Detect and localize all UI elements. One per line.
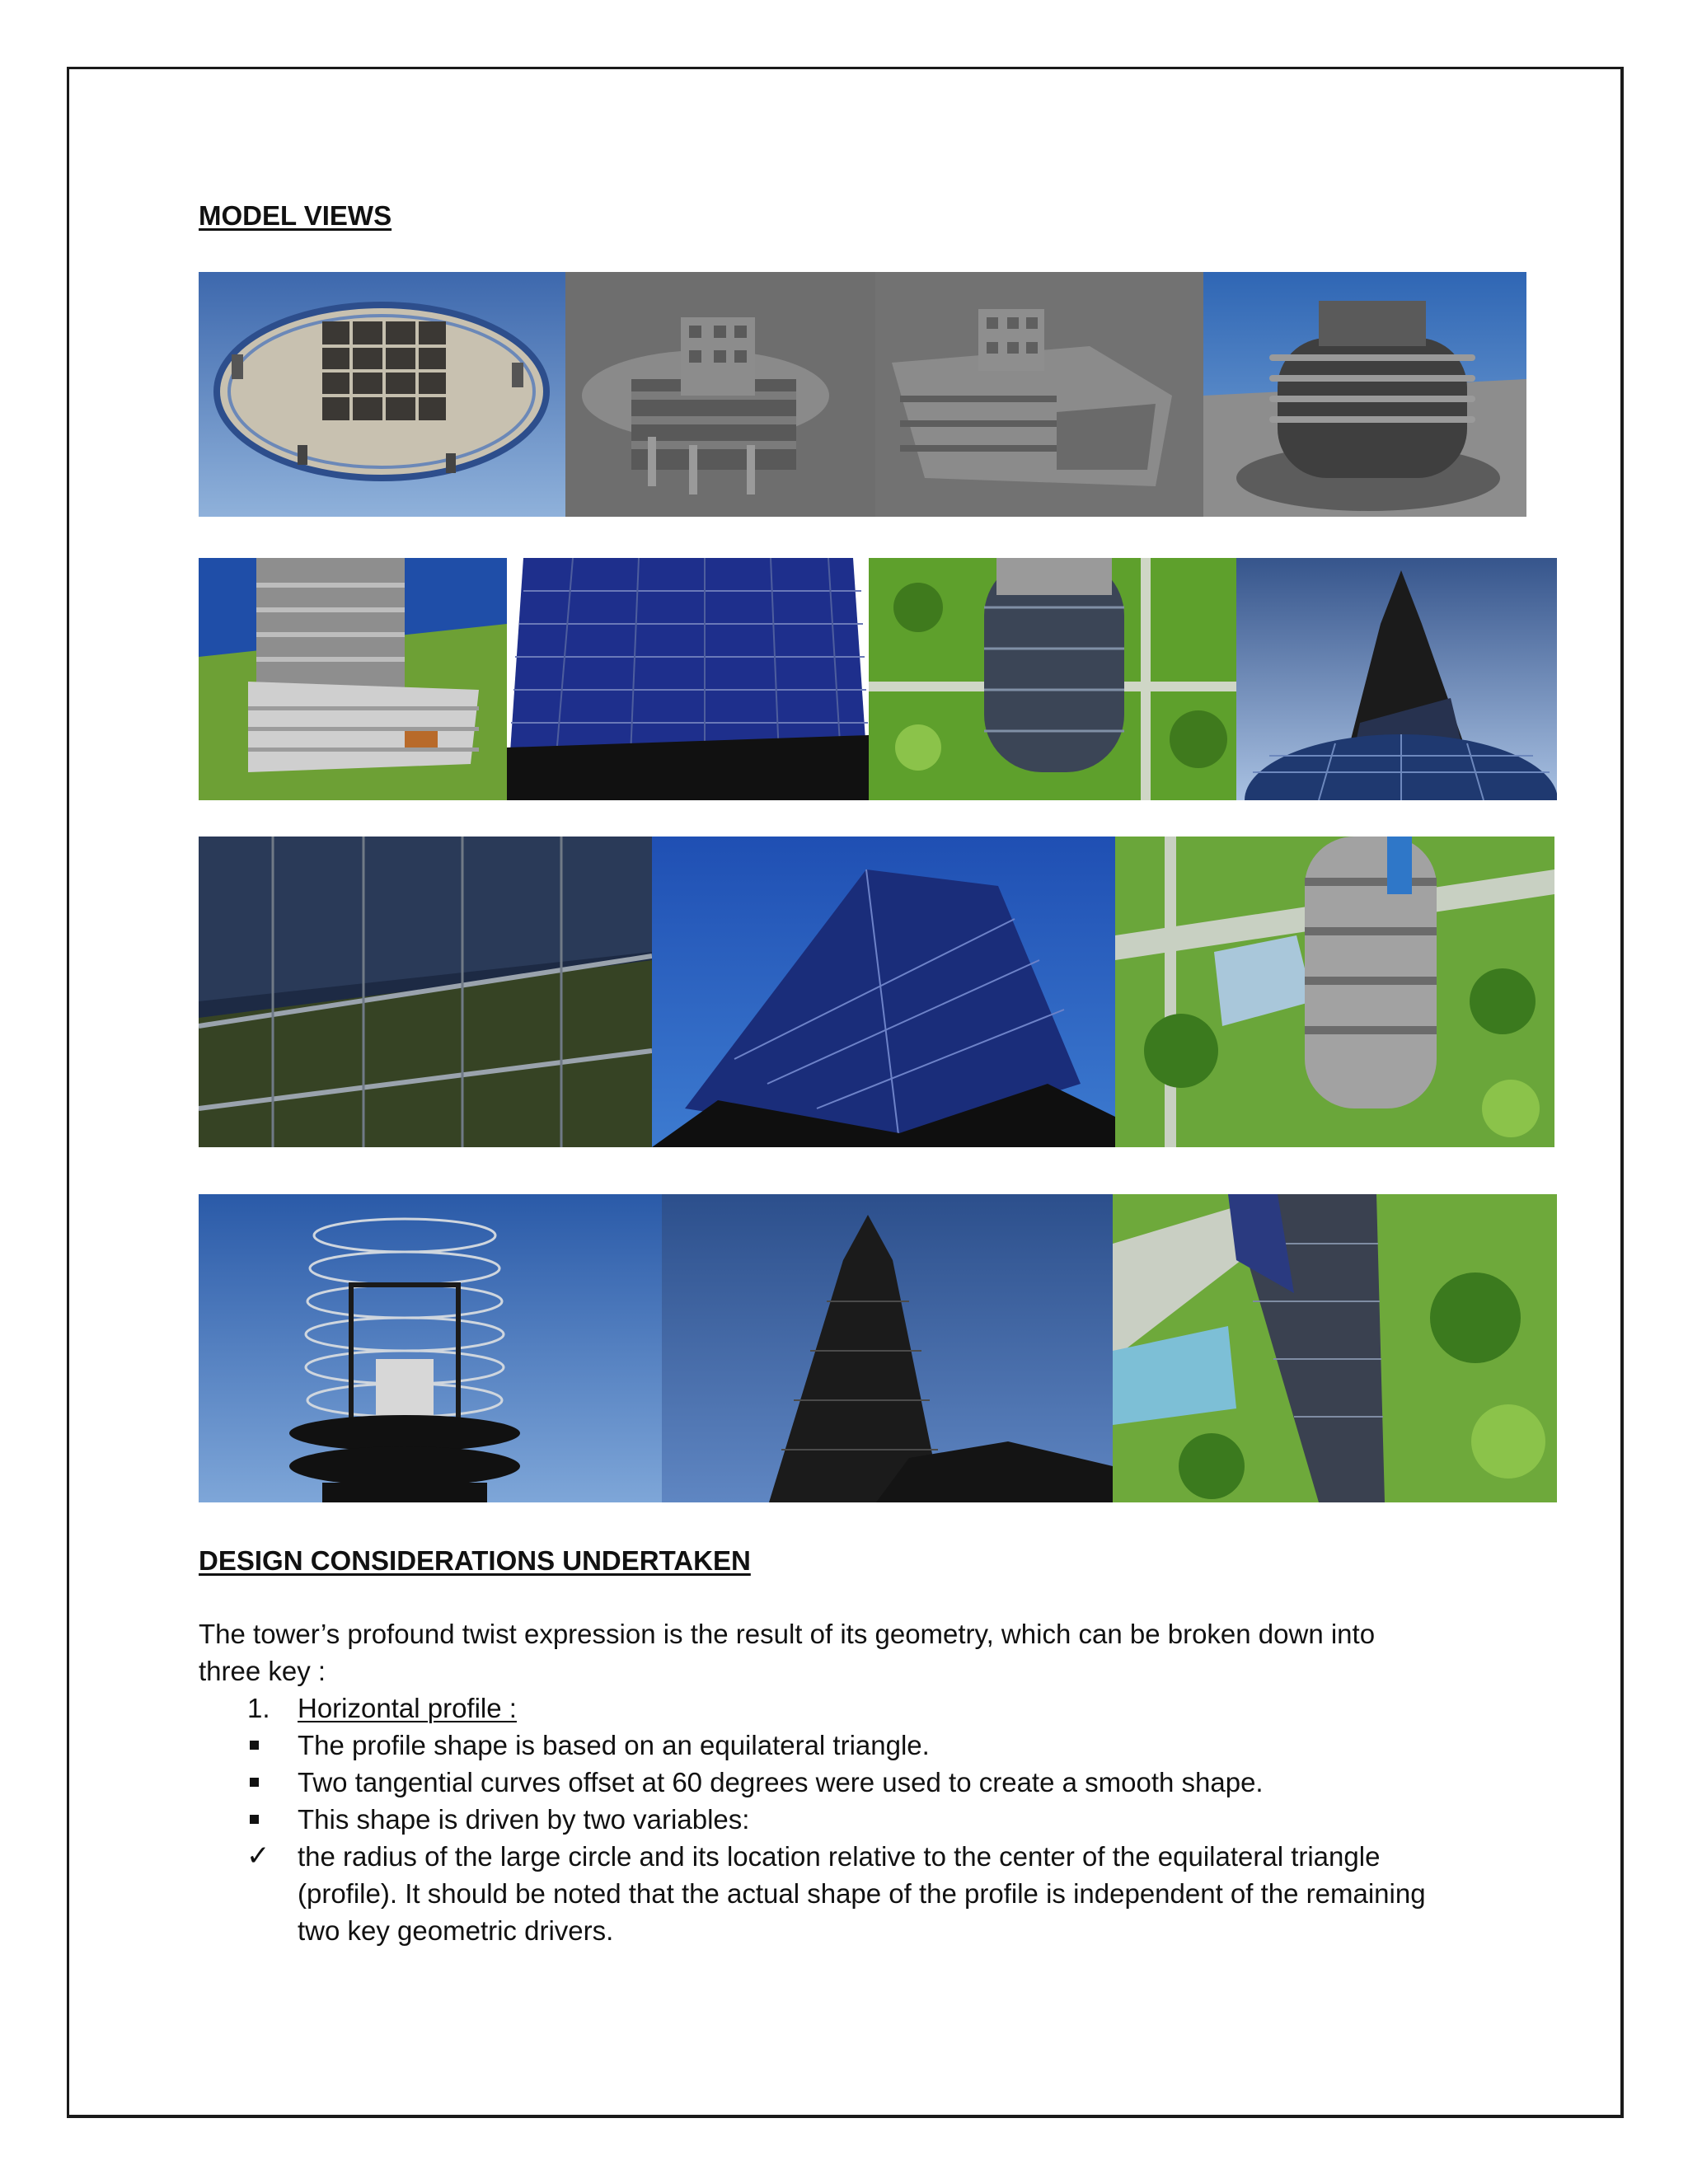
list-item-horizontal-profile <box>199 1690 1550 1727</box>
model-view-tower-twist-top <box>1236 558 1557 800</box>
model-views-heading: MODEL VIEWS <box>199 200 392 231</box>
checkmark-icon: ✓ <box>246 1840 270 1872</box>
intro-paragraph <box>199 1615 1375 1690</box>
model-view-podium-gray-1 <box>565 272 875 517</box>
bullet-item <box>199 1764 1550 1801</box>
model-view-tower-base-green <box>199 558 507 800</box>
gallery-row-2 <box>199 558 1557 800</box>
model-view-glass-detail <box>199 837 652 1147</box>
model-view-tower-aerial-glass <box>1113 1194 1557 1502</box>
model-view-glass-facade-1 <box>507 558 869 800</box>
model-view-ring-plan <box>199 272 565 517</box>
model-view-tower-aerial-green <box>869 558 1236 800</box>
bullet-text: This shape is driven by two variables: <box>298 1804 750 1835</box>
intro-line-2: three key : <box>199 1656 326 1686</box>
list-number: 1. <box>247 1693 270 1723</box>
bullet-item <box>199 1727 1550 1764</box>
model-view-structural-rings <box>199 1194 662 1502</box>
model-view-podium-sky <box>1203 272 1526 517</box>
check-item <box>199 1838 1550 1949</box>
design-considerations-heading: DESIGN CONSIDERATIONS UNDERTAKEN <box>199 1545 751 1576</box>
bullet-text: The profile shape is based on an equilateral triangle. <box>298 1730 930 1760</box>
model-view-tower-aerial-park <box>1115 837 1554 1147</box>
intro-line-1: The tower’s profound twist expression is the result of its geometry, which can be broken down into <box>199 1619 1376 1649</box>
geometry-list <box>199 1690 1550 1949</box>
gallery-row-4 <box>199 1194 1557 1502</box>
bullet-item <box>199 1801 1550 1838</box>
check-text-line-3: two key geometric drivers. <box>298 1915 614 1946</box>
square-bullet-icon <box>250 1741 259 1750</box>
model-view-tower-looking-up <box>652 837 1115 1147</box>
check-text-line-2: (profile). It should be noted that the actual shape of the profile is independent of the remaining <box>298 1878 1426 1909</box>
gallery-row-3 <box>199 837 1554 1147</box>
gallery-row-1 <box>199 272 1526 517</box>
square-bullet-icon <box>250 1778 259 1787</box>
list-item-title: Horizontal profile : <box>298 1693 517 1723</box>
model-view-tower-dark-silhouette <box>662 1194 1113 1502</box>
bullet-text: Two tangential curves offset at 60 degrees were used to create a smooth shape. <box>298 1767 1264 1797</box>
square-bullet-icon <box>250 1815 259 1824</box>
check-text-line-1: the radius of the large circle and its location relative to the center of the equilateral triangle <box>298 1841 1381 1872</box>
model-view-podium-gray-2 <box>875 272 1203 517</box>
